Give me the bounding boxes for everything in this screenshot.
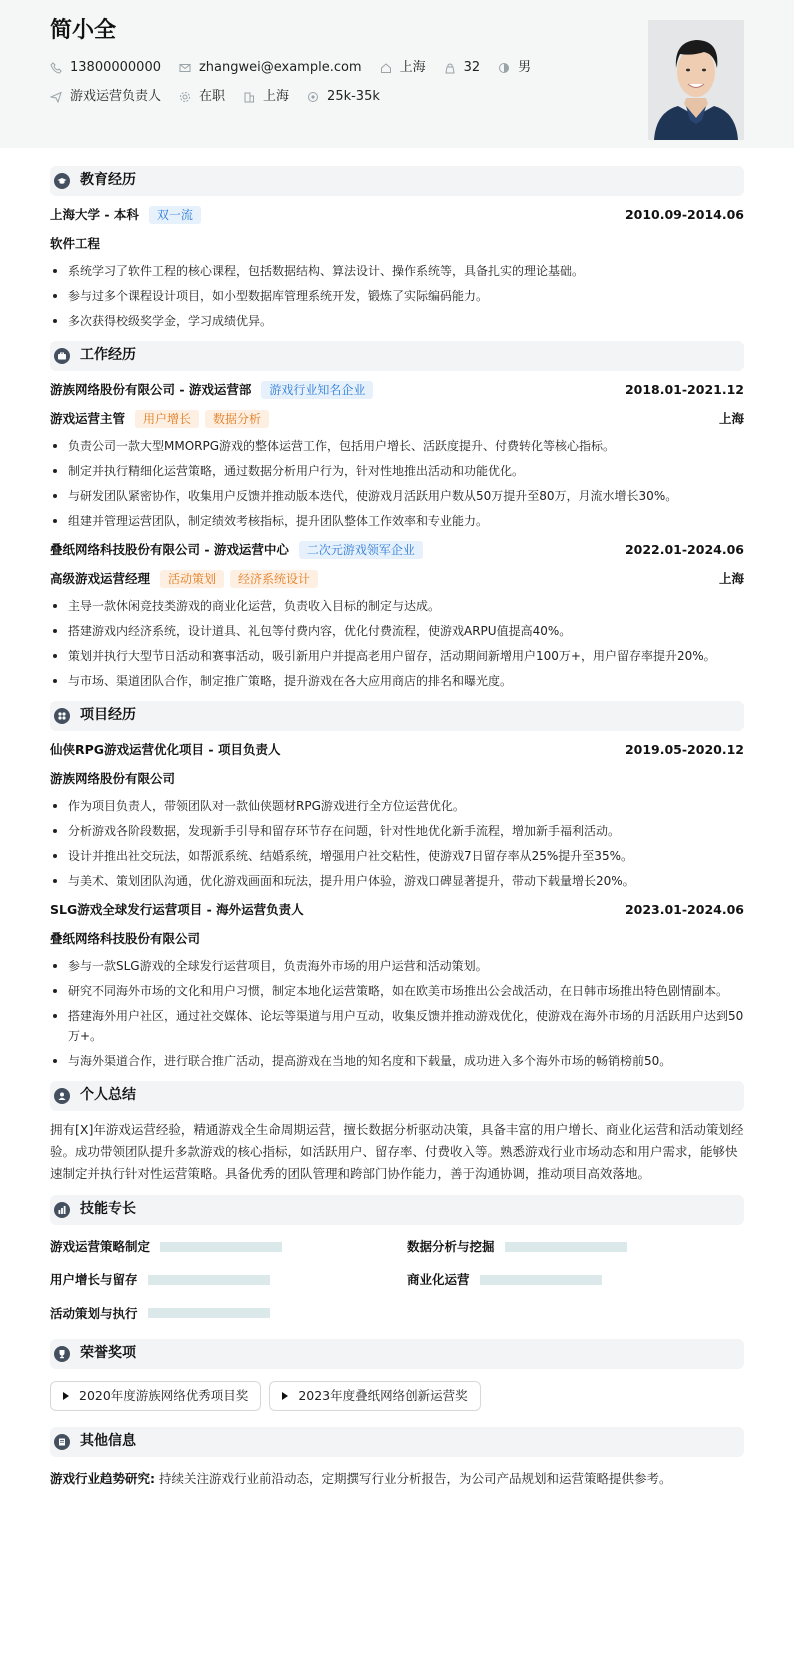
project-title: 仙侠RPG游戏运营优化项目 - 项目负责人 [50,742,281,757]
list-item: 与研发团队紧密协作，收集用户反馈并推动版本迭代，使游戏月活跃用户数从50万提升至80万，月流水增长30%。 [50,486,744,506]
projects-section [50,701,744,1071]
skills-header [50,1195,744,1225]
section-title: 项目经历 [80,707,136,724]
summary-header [50,1081,744,1111]
job-role: 高级游戏运营经理 [50,571,151,586]
other-section [50,1427,744,1488]
skill-fill [480,1275,602,1285]
city-item [243,89,289,105]
work-entry [50,379,744,531]
award-item [269,1381,480,1411]
skill-tag: 经济系统设计 [230,570,318,588]
work-company-wrap [50,539,423,561]
skill-bar [148,1308,270,1318]
play-icon [282,1392,288,1400]
company-tag: 二次元游戏领军企业 [299,541,423,559]
work-header [50,341,744,371]
resume-content [0,148,794,1489]
project-bullets [50,956,744,1071]
skills-section [50,1195,744,1329]
project-title-row [50,899,744,921]
other-header [50,1427,744,1457]
list-item: 分析游戏各阶段数据，发现新手引导和留存环节存在问题，针对性地优化新手流程，增加新手福利活动。 [50,821,744,841]
skill-bar [480,1275,602,1285]
skill-fill [505,1242,627,1252]
phone-icon [50,62,62,74]
candidate-name: 简小全 [50,18,117,43]
work-period: 2022.01-2024.06 [624,542,744,557]
section-title: 教育经历 [80,172,136,189]
project-title-row [50,739,744,761]
phone-item [50,60,161,76]
skill-item [50,1304,387,1323]
skill-item [407,1270,744,1289]
other-text: 持续关注游戏行业前沿动态，定期撰写行业分析报告，为公司产品规划和运营策略提供参考。 [158,1471,672,1487]
salary-item [307,89,380,105]
skill-name: 用户增长与留存 [50,1272,138,1288]
major: 软件工程 [50,236,101,251]
education-section [50,166,744,331]
summary-section [50,1081,744,1185]
list-item: 作为项目负责人，带领团队对一款仙侠题材RPG游戏进行全方位运营优化。 [50,796,744,816]
list-item: 主导一款休闲竞技类游戏的商业化运营，负责收入目标的制定与达成。 [50,596,744,616]
job-target-item [50,89,161,105]
home-icon [380,62,392,74]
list-item: 搭建游戏内经济系统，设计道具、礼包等付费内容，优化付费流程，使游戏ARPU值提高40%。 [50,621,744,641]
skill-item [50,1270,387,1289]
education-school-wrap [50,204,201,226]
salary-text: 25k-35k [327,89,380,104]
work-role-row [50,568,744,590]
list-item: 与海外渠道合作，进行联合推广活动，提高游戏在当地的知名度和下载量，成功进入多个海外市场的畅销榜前50。 [50,1051,744,1071]
awards-header [50,1339,744,1369]
skill-fill [148,1275,270,1285]
skill-name: 商业化运营 [407,1272,470,1288]
skill-bar [160,1242,282,1252]
project-org: 叠纸网络科技股份有限公司 [50,931,201,946]
briefcase-icon [54,348,70,364]
project-title: SLG游戏全球发行运营项目 - 海外运营负责人 [50,902,304,917]
school-name: 上海大学 - 本科 [50,207,139,222]
resume-header [0,0,794,148]
money-icon [307,91,319,103]
work-company-row [50,379,744,401]
work-role-wrap [50,568,318,590]
list-item: 制定并执行精细化运营策略，通过数据分析用户行为，针对性地推出活动和功能优化。 [50,461,744,481]
list-item: 与美术、策划团队沟通，优化游戏画面和玩法，提升用户体验，游戏口碑显著提升，带动下载量增长20%。 [50,871,744,891]
section-title: 工作经历 [80,347,136,364]
project-org-row [50,768,744,790]
award-item [50,1381,261,1411]
project-entry [50,899,744,1071]
section-title: 荣誉奖项 [80,1345,136,1362]
other-info [50,1469,744,1488]
skill-tag: 数据分析 [205,410,269,428]
work-role-wrap [50,408,269,430]
location-item [380,60,426,76]
list-item: 设计并推出社交玩法，如帮派系统、结婚系统，增强用户社交粘性，使游戏7日留存率从25%提升至35%。 [50,846,744,866]
awards-list [50,1381,744,1417]
info-icon [54,1434,70,1450]
list-item: 负责公司一款大型MMORPG游戏的整体运营工作，包括用户增长、活跃度提升、付费转化等核心指标。 [50,436,744,456]
work-section [50,341,744,691]
education-entry [50,204,744,331]
play-icon [63,1392,69,1400]
email-item [179,60,362,76]
intent-row [50,89,744,105]
section-title: 技能专长 [80,1201,136,1218]
contact-row [50,60,744,76]
section-title: 其他信息 [80,1433,136,1450]
list-item: 搭建海外用户社区，通过社交媒体、论坛等渠道与用户互动，收集反馈并推动游戏优化，使游戏在海外市场的月活跃用户达到50万+。 [50,1006,744,1046]
gender-text: 男 [518,60,532,75]
project-period: 2023.01-2024.06 [624,902,744,917]
company-tag: 游戏行业知名企业 [261,381,373,399]
summary-text: 拥有[X]年游戏运营经验，精通游戏全生命周期运营，擅长数据分析驱动决策，具备丰富的用户增长、商业化运营和活动策划经验。成功带领团队提升多款游戏的核心指标，如活跃用户、留存率、付费收入等。熟悉游戏行业市场动态和用户需求，能够快速制定并执行针对性运营策略。具备优秀的团队管理和跨部门协作能力，善于沟通协调，推动项目高效落地。 [50,1122,744,1181]
company-name: 游族网络股份有限公司 - 游戏运营部 [50,382,252,397]
awards-section [50,1339,744,1417]
skill-item [50,1237,387,1256]
work-period: 2018.01-2021.12 [624,382,744,397]
gear-icon [179,91,191,103]
city-text: 上海 [263,89,290,104]
gender-icon [498,62,510,74]
company-name: 叠纸网络科技股份有限公司 - 游戏运营中心 [50,542,289,557]
skill-fill [160,1242,282,1252]
age-item [444,60,481,76]
education-row [50,204,744,226]
award-text: 2023年度叠纸网络创新运营奖 [298,1388,468,1404]
status-item [179,89,225,105]
skill-bar [505,1242,627,1252]
location-text: 上海 [399,60,426,75]
list-item: 参与一款SLG游戏的全球发行运营项目，负责海外市场的用户运营和活动策划。 [50,956,744,976]
list-item: 系统学习了软件工程的核心课程，包括数据结构、算法设计、操作系统等，具备扎实的理论基础。 [50,261,744,281]
skill-item [407,1237,744,1256]
work-city: 上海 [718,571,744,586]
job-target-text: 游戏运营负责人 [70,89,162,104]
bar-chart-icon [54,1202,70,1218]
email-text: zhangwei@example.com [198,60,362,75]
list-item: 多次获得校级奖学金，学习成绩优异。 [50,311,744,331]
list-item: 参与过多个课程设计项目，如小型数据库管理系统开发，锻炼了实际编码能力。 [50,286,744,306]
mail-icon [179,62,191,74]
project-period: 2019.05-2020.12 [624,742,744,757]
award-text: 2020年度游族网络优秀项目奖 [79,1388,249,1404]
education-period: 2010.09-2014.06 [624,207,744,222]
work-company-wrap [50,379,373,401]
status-text: 在职 [199,89,226,104]
skill-tag: 活动策划 [160,570,224,588]
send-icon [50,91,62,103]
graduation-cap-icon [54,173,70,189]
project-bullets [50,796,744,891]
project-org: 游族网络股份有限公司 [50,771,176,786]
phone-text: 13800000000 [70,60,161,75]
work-role-row [50,408,744,430]
major-row [50,233,744,255]
skill-name: 数据分析与挖掘 [407,1239,495,1254]
work-company-row [50,539,744,561]
work-bullets [50,436,744,531]
work-bullets [50,596,744,691]
education-bullets [50,261,744,331]
work-entry [50,539,744,691]
trophy-icon [54,1346,70,1362]
skill-fill [148,1308,270,1318]
skill-tag: 用户增长 [135,410,199,428]
education-header [50,166,744,196]
age-text: 32 [463,60,481,75]
skill-name: 游戏运营策略制定 [50,1239,151,1254]
skills-grid [50,1237,744,1329]
list-item: 组建并管理运营团队，制定绩效考核指标，提升团队整体工作效率和专业能力。 [50,511,744,531]
project-entry [50,739,744,891]
section-title: 个人总结 [80,1087,136,1104]
list-item: 研究不同海外市场的文化和用户习惯，制定本地化运营策略，如在欧美市场推出公会战活动，在日韩市场推出特色剧情副本。 [50,981,744,1001]
skill-name: 活动策划与执行 [50,1305,138,1321]
school-tag: 双一流 [149,206,201,224]
calendar-icon [444,62,456,74]
work-city: 上海 [718,411,744,426]
user-icon [54,1088,70,1104]
grid-icon [54,708,70,724]
projects-header [50,701,744,731]
other-label: 游戏行业趋势研究: [50,1471,155,1487]
gender-item [498,60,531,76]
building-icon [243,91,255,103]
avatar [648,20,744,140]
skill-bar [148,1275,270,1285]
list-item: 策划并执行大型节日活动和赛事活动，吸引新用户并提高老用户留存，活动期间新增用户100万+，用户留存率提升20%。 [50,646,744,666]
job-role: 游戏运营主管 [50,411,126,426]
project-org-row [50,928,744,950]
list-item: 与市场、渠道团队合作，制定推广策略，提升游戏在各大应用商店的排名和曝光度。 [50,671,744,691]
